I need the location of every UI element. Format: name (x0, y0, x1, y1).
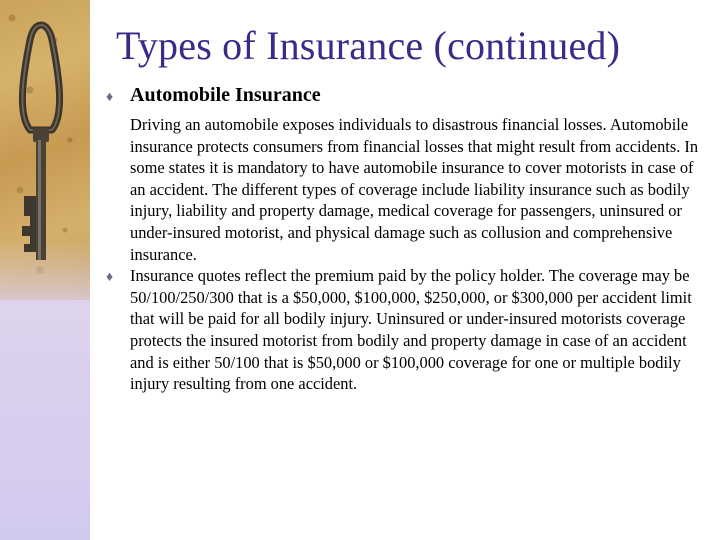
old-key-icon (0, 0, 90, 300)
diamond-bullet-icon: ♦ (106, 270, 114, 286)
decorative-side-band (0, 0, 90, 540)
bullet-paragraph: Insurance quotes reflect the premium paid by the policy holder. The coverage may be 50/100/250/300 that is a $50,000, $100,000, $250,000, or $300,000 per accident limit that will be paid for all bodily injury. Uninsured or under-insured motorists coverage protects the insured motorist from bodily and property damage in case of an accident and is either 50/100 that is $50,000 or $100,000 coverage for one or multiple bodily injury resulting from one accident. (130, 266, 692, 394)
bullet-item-automobile (106, 82, 704, 265)
bullet-item-quotes (106, 265, 704, 395)
bullet-heading: Automobile Insurance (130, 84, 321, 106)
slide-title: Types of Insurance (continued) (116, 23, 621, 68)
diamond-bullet-icon: ♦ (106, 90, 114, 105)
slide-content (106, 82, 704, 395)
bullet-paragraph: Driving an automobile exposes individuals to disastrous financial losses. Automobile insurance protects consumers from financial losses that might result from accidents. In some states it is mandatory to have automobile insurance to cover motorists in case of an accident. The different types of coverage include liability insurance such as bodily injury, liability and property damage, medical coverage for passengers, uninsured or under-insured motorist, and physical damage such as collusion and comprehensive insurance. (130, 115, 699, 264)
